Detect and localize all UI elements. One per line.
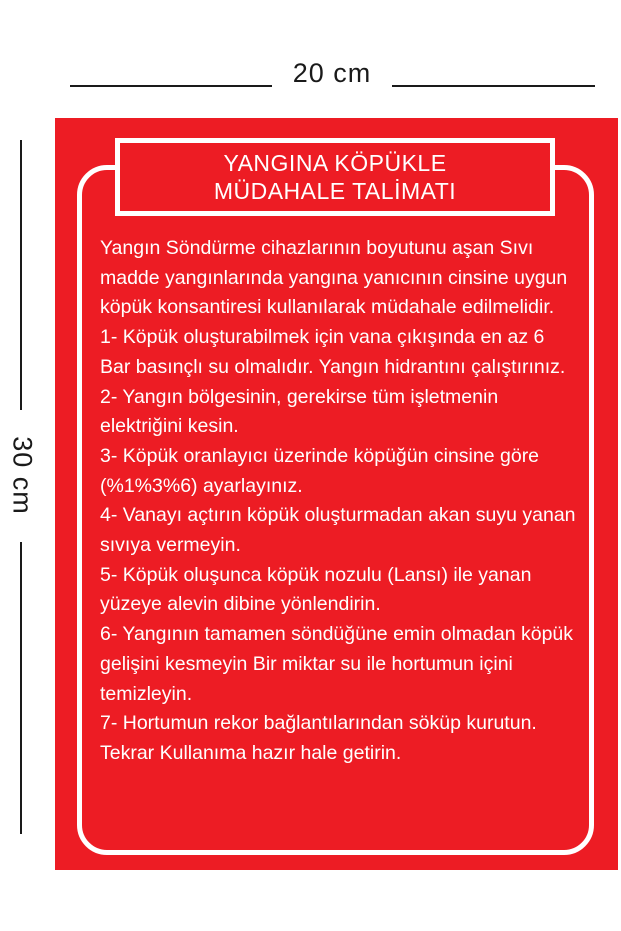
sign-step-7: 7- Hortumun rekor bağlantılarından söküp kurutun. Tekrar Kullanıma hazır hale getirin. bbox=[100, 712, 537, 764]
sign-step-6: 6- Yangının tamamen söndüğüne emin olmadan köpük gelişini kesmeyin Bir miktar su ile hortumun içini temizleyin. bbox=[100, 623, 574, 705]
sign-step-3: 3- Köpük oranlayıcı üzerinde köpüğün cinsine göre (%1%3%6) ayarlayınız. bbox=[100, 444, 540, 497]
sign-step-1: 1- Köpük oluşturabilmek için vana çıkışında en az 6 Bar basınçlı su olmalıdır. Yangın hidrantını çalıştırınız. bbox=[100, 326, 566, 378]
height-dimension-line-bottom bbox=[20, 542, 22, 834]
fire-instruction-sign bbox=[55, 118, 618, 870]
height-dimension-line-top bbox=[20, 140, 22, 410]
sign-body bbox=[100, 234, 580, 769]
sign-title-line-1: YANGINA KÖPÜKLE bbox=[223, 150, 447, 176]
height-dimension bbox=[0, 0, 50, 931]
sign-step-5: 5- Köpük oluşunca köpük nozulu (Lansı) ile yanan yüzeye alevin dibine yönlendirin. bbox=[100, 563, 532, 616]
sign-title-line-2: MÜDAHALE TALİMATI bbox=[213, 178, 457, 204]
sign-title-box bbox=[115, 138, 555, 216]
height-dimension-label: 30 cm bbox=[7, 436, 38, 515]
width-dimension-line-right bbox=[392, 85, 595, 87]
width-dimension-line-left bbox=[70, 85, 272, 87]
sign-step-2: 2- Yangın bölgesinin, gerekirse tüm işletmenin elektriğini kesin. bbox=[100, 385, 499, 438]
width-dimension bbox=[0, 58, 621, 98]
sign-step-4: 4- Vanayı açtırın köpük oluşturmadan akan suyu yanan sıvıya vermeyin. bbox=[100, 504, 576, 557]
sign-intro: Yangın Söndürme cihazlarının boyutunu aşan Sıvı madde yangınlarında yangına yanıcının cinsine uygun köpük konsantiresi kullanılarak müdahale edilmelidir. bbox=[100, 237, 568, 319]
width-dimension-label: 20 cm bbox=[292, 58, 372, 88]
